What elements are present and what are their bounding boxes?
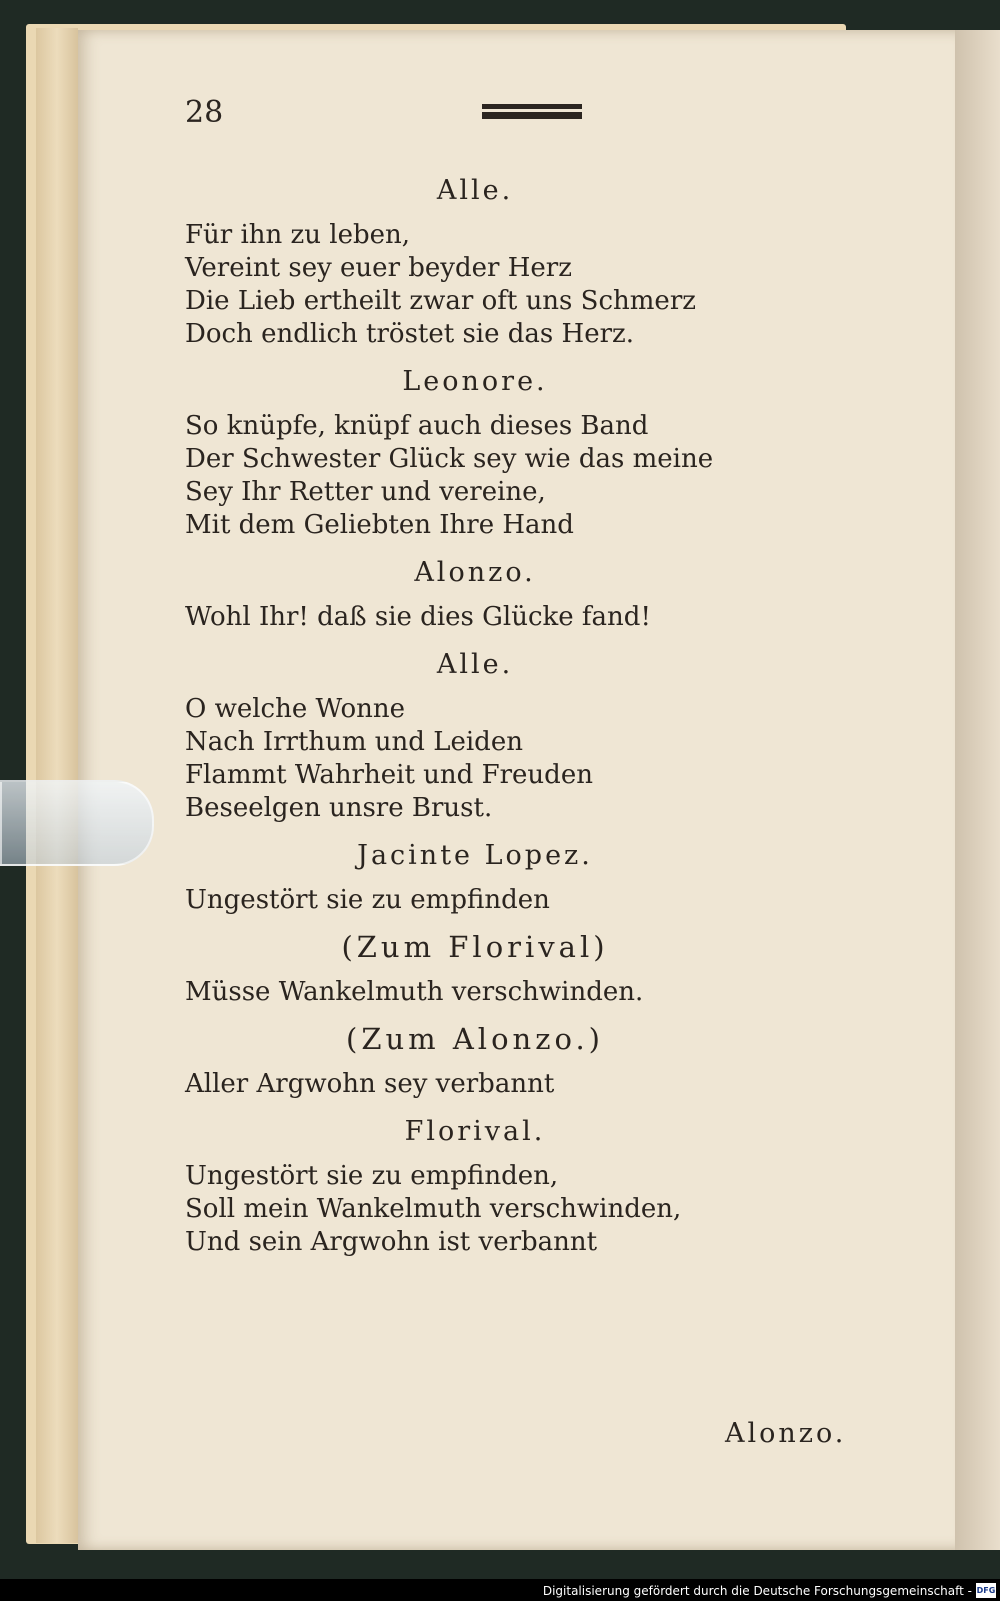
verse-line: Sey Ihr Retter und vereine, xyxy=(185,477,546,507)
footer-credit: Digitalisierung gefördert durch die Deutsche Forschungsgemeinschaft - xyxy=(542,1584,972,1598)
verse-line: Ungestört sie zu empfinden, xyxy=(185,1161,559,1191)
speaker-name: Leonore. xyxy=(402,366,548,397)
verse-line: Der Schwester Glück sey wie das meine xyxy=(185,444,714,474)
verse-line: Ungestört sie zu empfinden xyxy=(185,885,550,915)
verse-line: O welche Wonne xyxy=(185,694,405,724)
verse-line: Flammt Wahrheit und Freuden xyxy=(185,760,593,790)
header-rule xyxy=(482,104,582,112)
verse-line: Und sein Argwohn ist verbannt xyxy=(185,1227,598,1257)
dfg-logo: DFG xyxy=(976,1583,996,1598)
speaker-name: Alle. xyxy=(436,175,514,206)
verse-line: Aller Argwohn sey verbannt xyxy=(185,1069,555,1099)
verse-line: Nach Irrthum und Leiden xyxy=(185,727,523,757)
libretto-text xyxy=(185,160,765,1259)
facing-page-edge xyxy=(955,30,1000,1550)
verse-line: Wohl Ihr! daß sie dies Glücke fand! xyxy=(185,602,651,632)
verse-line: Doch endlich tröstet sie das Herz. xyxy=(185,319,634,349)
verse-line: Müsse Wankelmuth verschwinden. xyxy=(185,977,644,1007)
speaker-name: Alonzo. xyxy=(414,557,536,588)
clear-bookmark-clip xyxy=(0,780,154,866)
verse-line: So knüpfe, knüpf auch dieses Band xyxy=(185,411,649,441)
verse-line: Soll mein Wankelmuth verschwinden, xyxy=(185,1194,682,1224)
speaker-name: Florival. xyxy=(404,1116,546,1147)
catchword: Alonzo. xyxy=(725,1418,847,1449)
verse-line: Vereint sey euer beyder Herz xyxy=(185,253,572,283)
stage-direction: (Zum Florival) xyxy=(341,930,609,964)
speaker-name: Jacinte Lopez. xyxy=(357,840,593,871)
stage-direction: (Zum Alonzo.) xyxy=(346,1022,604,1056)
verse-line: Beseelgen unsre Brust. xyxy=(185,793,493,823)
verse-line: Mit dem Geliebten Ihre Hand xyxy=(185,510,574,540)
footer-bar xyxy=(0,1579,1000,1601)
verse-line: Die Lieb ertheilt zwar oft uns Schmerz xyxy=(185,286,696,316)
page-number: 28 xyxy=(185,95,224,130)
speaker-name: Alle. xyxy=(436,649,514,680)
verse-line: Für ihn zu leben, xyxy=(185,220,410,250)
